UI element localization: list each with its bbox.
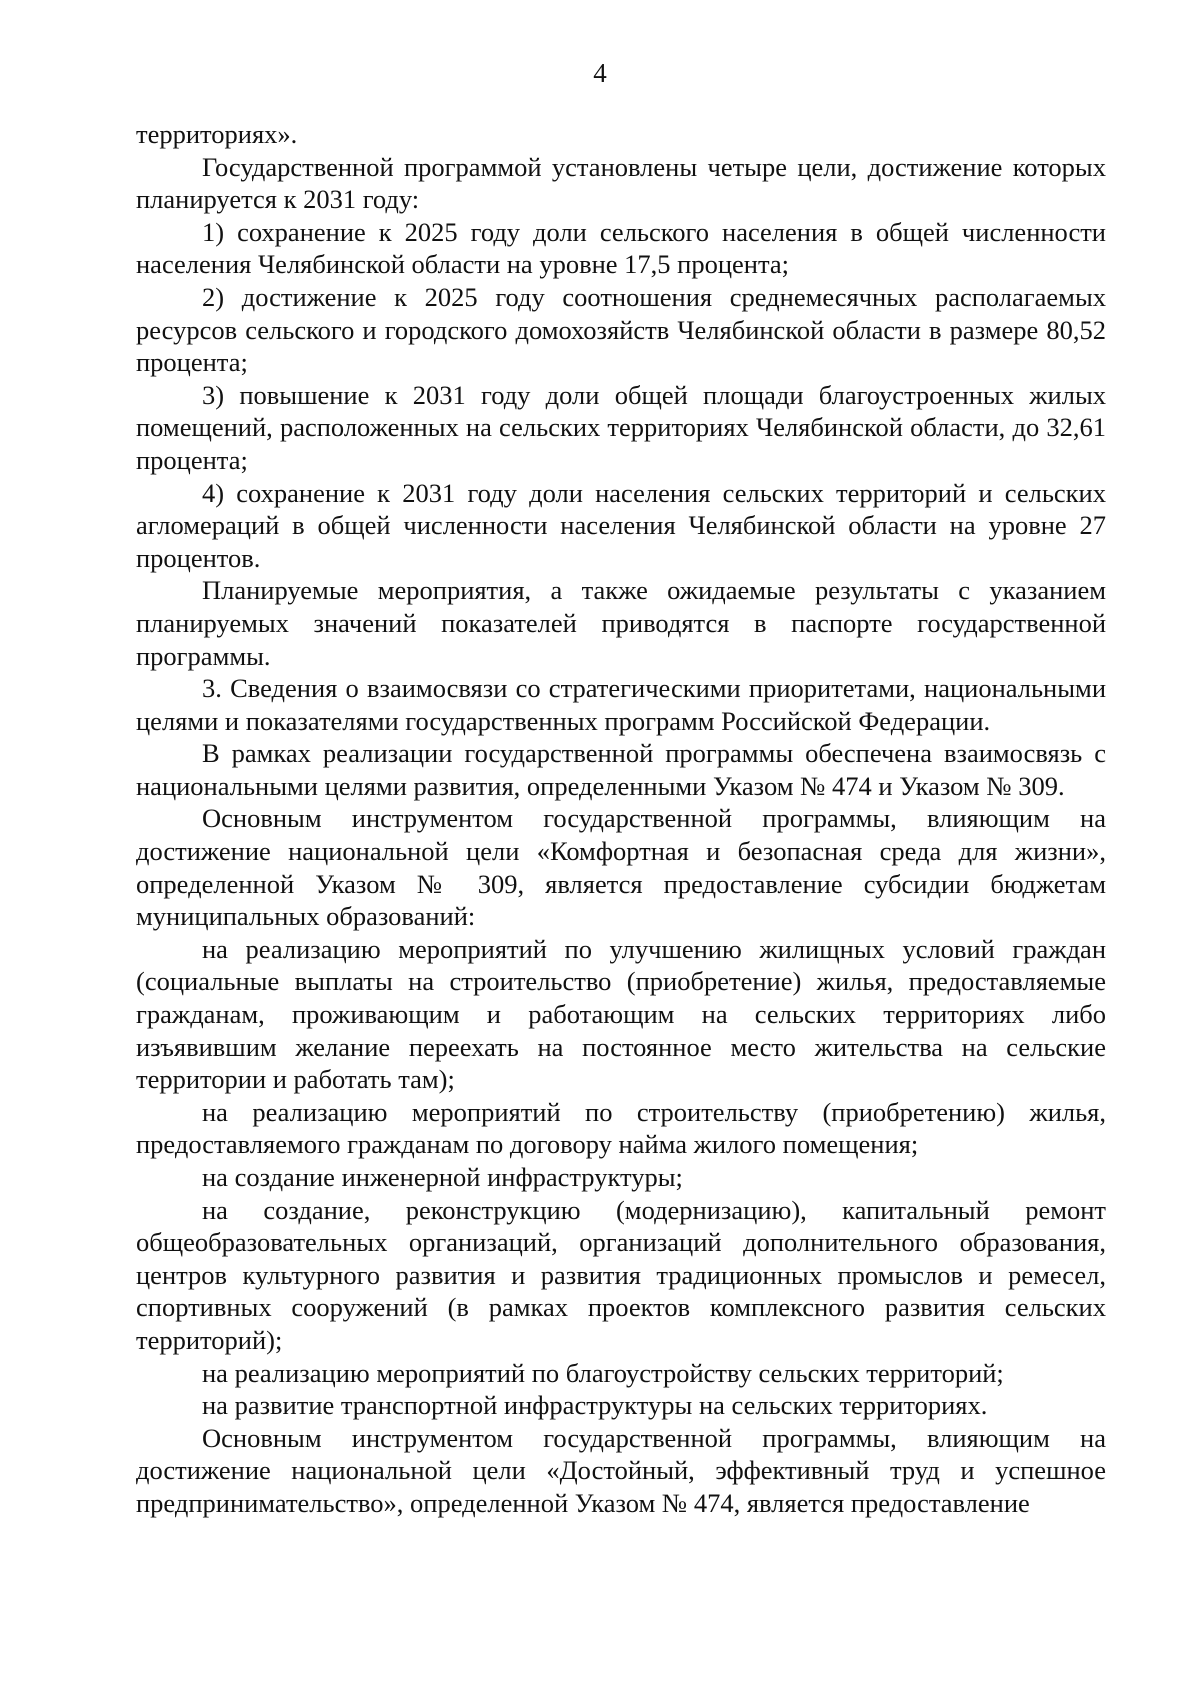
subsidy-item-improvement: на реализацию мероприятий по благоустройству сельских территорий; bbox=[202, 1357, 1004, 1388]
paragraph-comfortable-environment: Основным инструментом государственной программы, влияющим на достижение национальной цели «Комфортная и безопасная среда для жизни», определенной Указом № 309, является предоставление субсидии бюджетам муниципальных образований: bbox=[136, 803, 1106, 932]
section-heading-3: 3. Сведения о взаимосвязи со стратегическими приоритетами, национальными целями и показателями государственных программ Российской Федерации. bbox=[136, 673, 1106, 736]
document-body bbox=[136, 118, 1106, 1520]
subsidy-item-engineering: на создание инженерной инфраструктуры; bbox=[202, 1162, 683, 1192]
subsidy-item-rental-housing: на реализацию мероприятий по строительству (приобретению) жилья, предоставляемого гражданам по договору найма жилого помещения; bbox=[136, 1096, 1106, 1160]
paragraph-interrelation: В рамках реализации государственной программы обеспечена взаимосвязь с национальными целями развития, определенными Указом № 474 и Указом № 309. bbox=[136, 738, 1106, 801]
paragraph-planned-activities: Планируемые мероприятия, а также ожидаемые результаты с указанием планируемых значений показателей приводятся в паспорте государственной программы. bbox=[136, 575, 1106, 671]
page-number: 4 bbox=[593, 58, 607, 88]
paragraph-decent-work: Основным инструментом государственной программы, влияющим на достижение национальной цели «Достойный, эффективный труд и успешное предпринимательство», определенной Указом № 474, является предоставление bbox=[136, 1422, 1106, 1518]
subsidy-item-housing: на реализацию мероприятий по улучшению жилищных условий граждан (социальные выплаты на строительство (приобретение) жилья, предоставляемые гражданам, проживающим и работающим на сельских территориях либо изъявившим желание переехать на постоянное место жительства на сельские территории и работать там); bbox=[136, 933, 1106, 1095]
goal-item-4: 4) сохранение к 2031 году доли населения сельских территорий и сельских агломераций в общей численности населения Челябинской области на уровне 27 процентов. bbox=[136, 477, 1106, 573]
goal-item-3: 3) повышение к 2031 году доли общей площади благоустроенных жилых помещений, расположенных на сельских территориях Челябинской области, до 32,61 процента; bbox=[136, 379, 1106, 475]
paragraph-goals-intro: Государственной программой установлены четыре цели, достижение которых планируется к 2031 году: bbox=[136, 151, 1106, 215]
goal-item-1: 1) сохранение к 2025 году доли сельского населения в общей численности населения Челябинской области на уровне 17,5 процента; bbox=[136, 216, 1106, 280]
paragraph-continuation: территориях». bbox=[136, 119, 298, 149]
subsidy-item-transport: на развитие транспортной инфраструктуры на сельских территориях. bbox=[202, 1390, 988, 1421]
goal-item-2: 2) достижение к 2025 году соотношения среднемесячных располагаемых ресурсов сельского и городского домохозяйств Челябинской области в размере 80,52 процента; bbox=[136, 281, 1106, 378]
subsidy-item-education-culture-sport: на создание, реконструкцию (модернизацию), капитальный ремонт общеобразовательных организаций, организаций дополнительного образования, центров культурного развития и развития традиционных промыслов и ремесел, спортивных сооружений (в рамках проектов комплексного развития сельских территорий); bbox=[136, 1194, 1106, 1355]
